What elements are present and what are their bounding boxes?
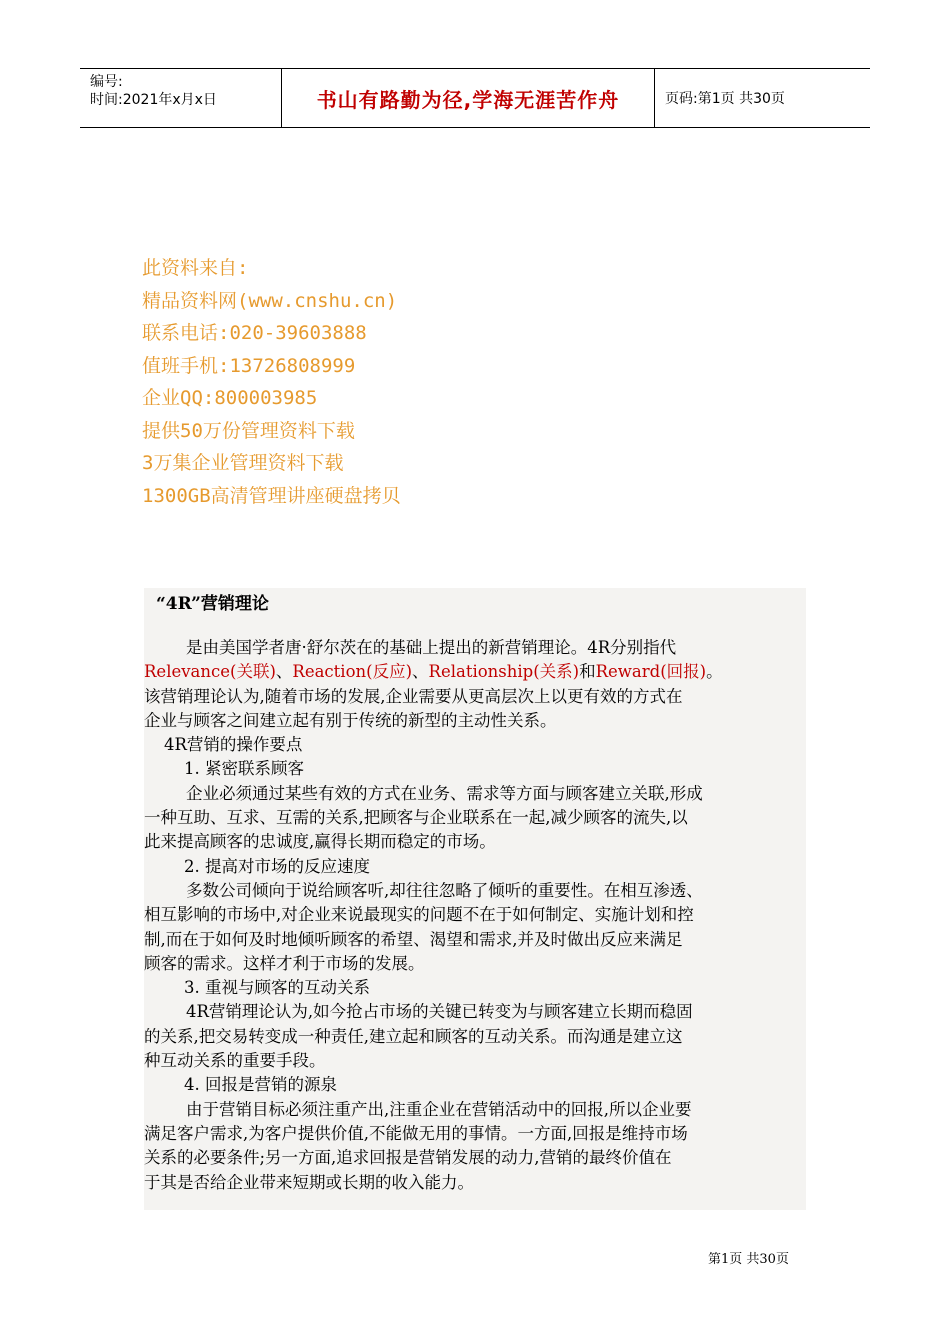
header-motto: 书山有路勤为径,学海无涯苦作舟 [316, 87, 620, 112]
source-line: 此资料来自: [142, 257, 249, 279]
header-page-info: 页码:第1页 共30页 [665, 91, 785, 107]
term-relationship: Relationship(关系) [428, 662, 580, 682]
article-line: 4R营销理论认为,如今抢占市场的关键已转变为与顾客建立长期而稳固 [186, 1002, 693, 1022]
article-line: 由于营销目标必须注重产出,注重企业在营销活动中的回报,所以企业要 [186, 1099, 692, 1119]
article-line-terms [144, 660, 806, 684]
page-header [80, 68, 870, 128]
article-line: 制,而在于如何及时地倾听顾客的希望、渴望和需求,并及时做出反应来满足 [144, 929, 683, 949]
article-line: 企业与顾客之间建立起有别于传统的新型的主动性关系。 [144, 710, 557, 730]
article-line: 相互影响的市场中,对企业来说最现实的问题不在于如何制定、实施计划和控 [144, 905, 694, 925]
term-end: 。 [706, 662, 723, 682]
source-line: 提供50万份管理资料下载 [142, 419, 355, 442]
document-time-label: 时间:2021年x月x日 [90, 92, 217, 108]
article-line: 一种互助、互求、互需的关系,把顾客与企业联系在一起,减少顾客的流失,以 [144, 808, 688, 828]
article-line: 的关系,把交易转变成一种责任,建立起和顾客的互动关系。而沟通是建立这 [144, 1026, 683, 1046]
article-line: 满足客户需求,为客户提供价值,不能做无用的事情。一方面,回报是维持市场 [144, 1123, 688, 1143]
page-footer: 第1页 共30页 [708, 1252, 789, 1267]
point-title: 2. 提高对市场的反应速度 [184, 856, 370, 876]
term-separator: 、 [412, 662, 429, 682]
point-title: 1. 紧密联系顾客 [184, 759, 304, 779]
header-meta-cell [80, 69, 282, 127]
term-reaction: Reaction(反应) [292, 662, 413, 682]
article-body [144, 588, 806, 1210]
article-line: 于其是否给企业带来短期或长期的收入能力。 [144, 1172, 474, 1192]
article-line: 多数公司倾向于说给顾客听,却往往忽略了倾听的重要性。在相互渗透、 [186, 880, 703, 900]
point-title: 3. 重视与顾客的互动关系 [184, 978, 370, 998]
header-motto-cell [282, 69, 655, 127]
article-line: 顾客的需求。这样才利于市场的发展。 [144, 953, 425, 973]
article-line: 企业必须通过某些有效的方式在业务、需求等方面与顾客建立关联,形成 [186, 783, 703, 803]
source-line: 精品资料网(www.cnshu.cn) [142, 289, 398, 312]
term-separator: 、 [275, 662, 293, 682]
source-line: 企业QQ:800003985 [142, 387, 318, 409]
header-page-cell [655, 69, 870, 127]
article-line: 是由美国学者唐·舒尔茨在的基础上提出的新营销理论。4R分别指代 [186, 638, 677, 657]
article-line: 关系的必要条件;另一方面,追求回报是营销发展的动力,营销的最终价值在 [144, 1148, 672, 1168]
term-relevance: Relevance(关联) [144, 662, 276, 682]
article-line: 该营销理论认为,随着市场的发展,企业需要从更高层次上以更有效的方式在 [144, 686, 683, 706]
term-reward: Reward(回报) [595, 662, 707, 682]
source-line: 值班手机:13726808999 [142, 354, 356, 377]
source-info-block [142, 252, 401, 512]
document-number-label: 编号: [90, 74, 123, 90]
points-heading: 4R营销的操作要点 [164, 735, 303, 755]
term-separator: 和 [579, 662, 596, 682]
point-title: 4. 回报是营销的源泉 [184, 1075, 337, 1095]
source-line: 联系电话:020-39603888 [142, 322, 367, 344]
article-lines [144, 636, 806, 1195]
article-line: 此来提高顾客的忠诚度,赢得长期而稳定的市场。 [144, 832, 496, 852]
article-line: 种互动关系的重要手段。 [144, 1051, 326, 1071]
source-line: 3万集企业管理资料下载 [142, 452, 344, 474]
source-line: 1300GB高清管理讲座硬盘拷贝 [142, 484, 401, 507]
article-title: “4R”营销理论 [156, 594, 269, 614]
